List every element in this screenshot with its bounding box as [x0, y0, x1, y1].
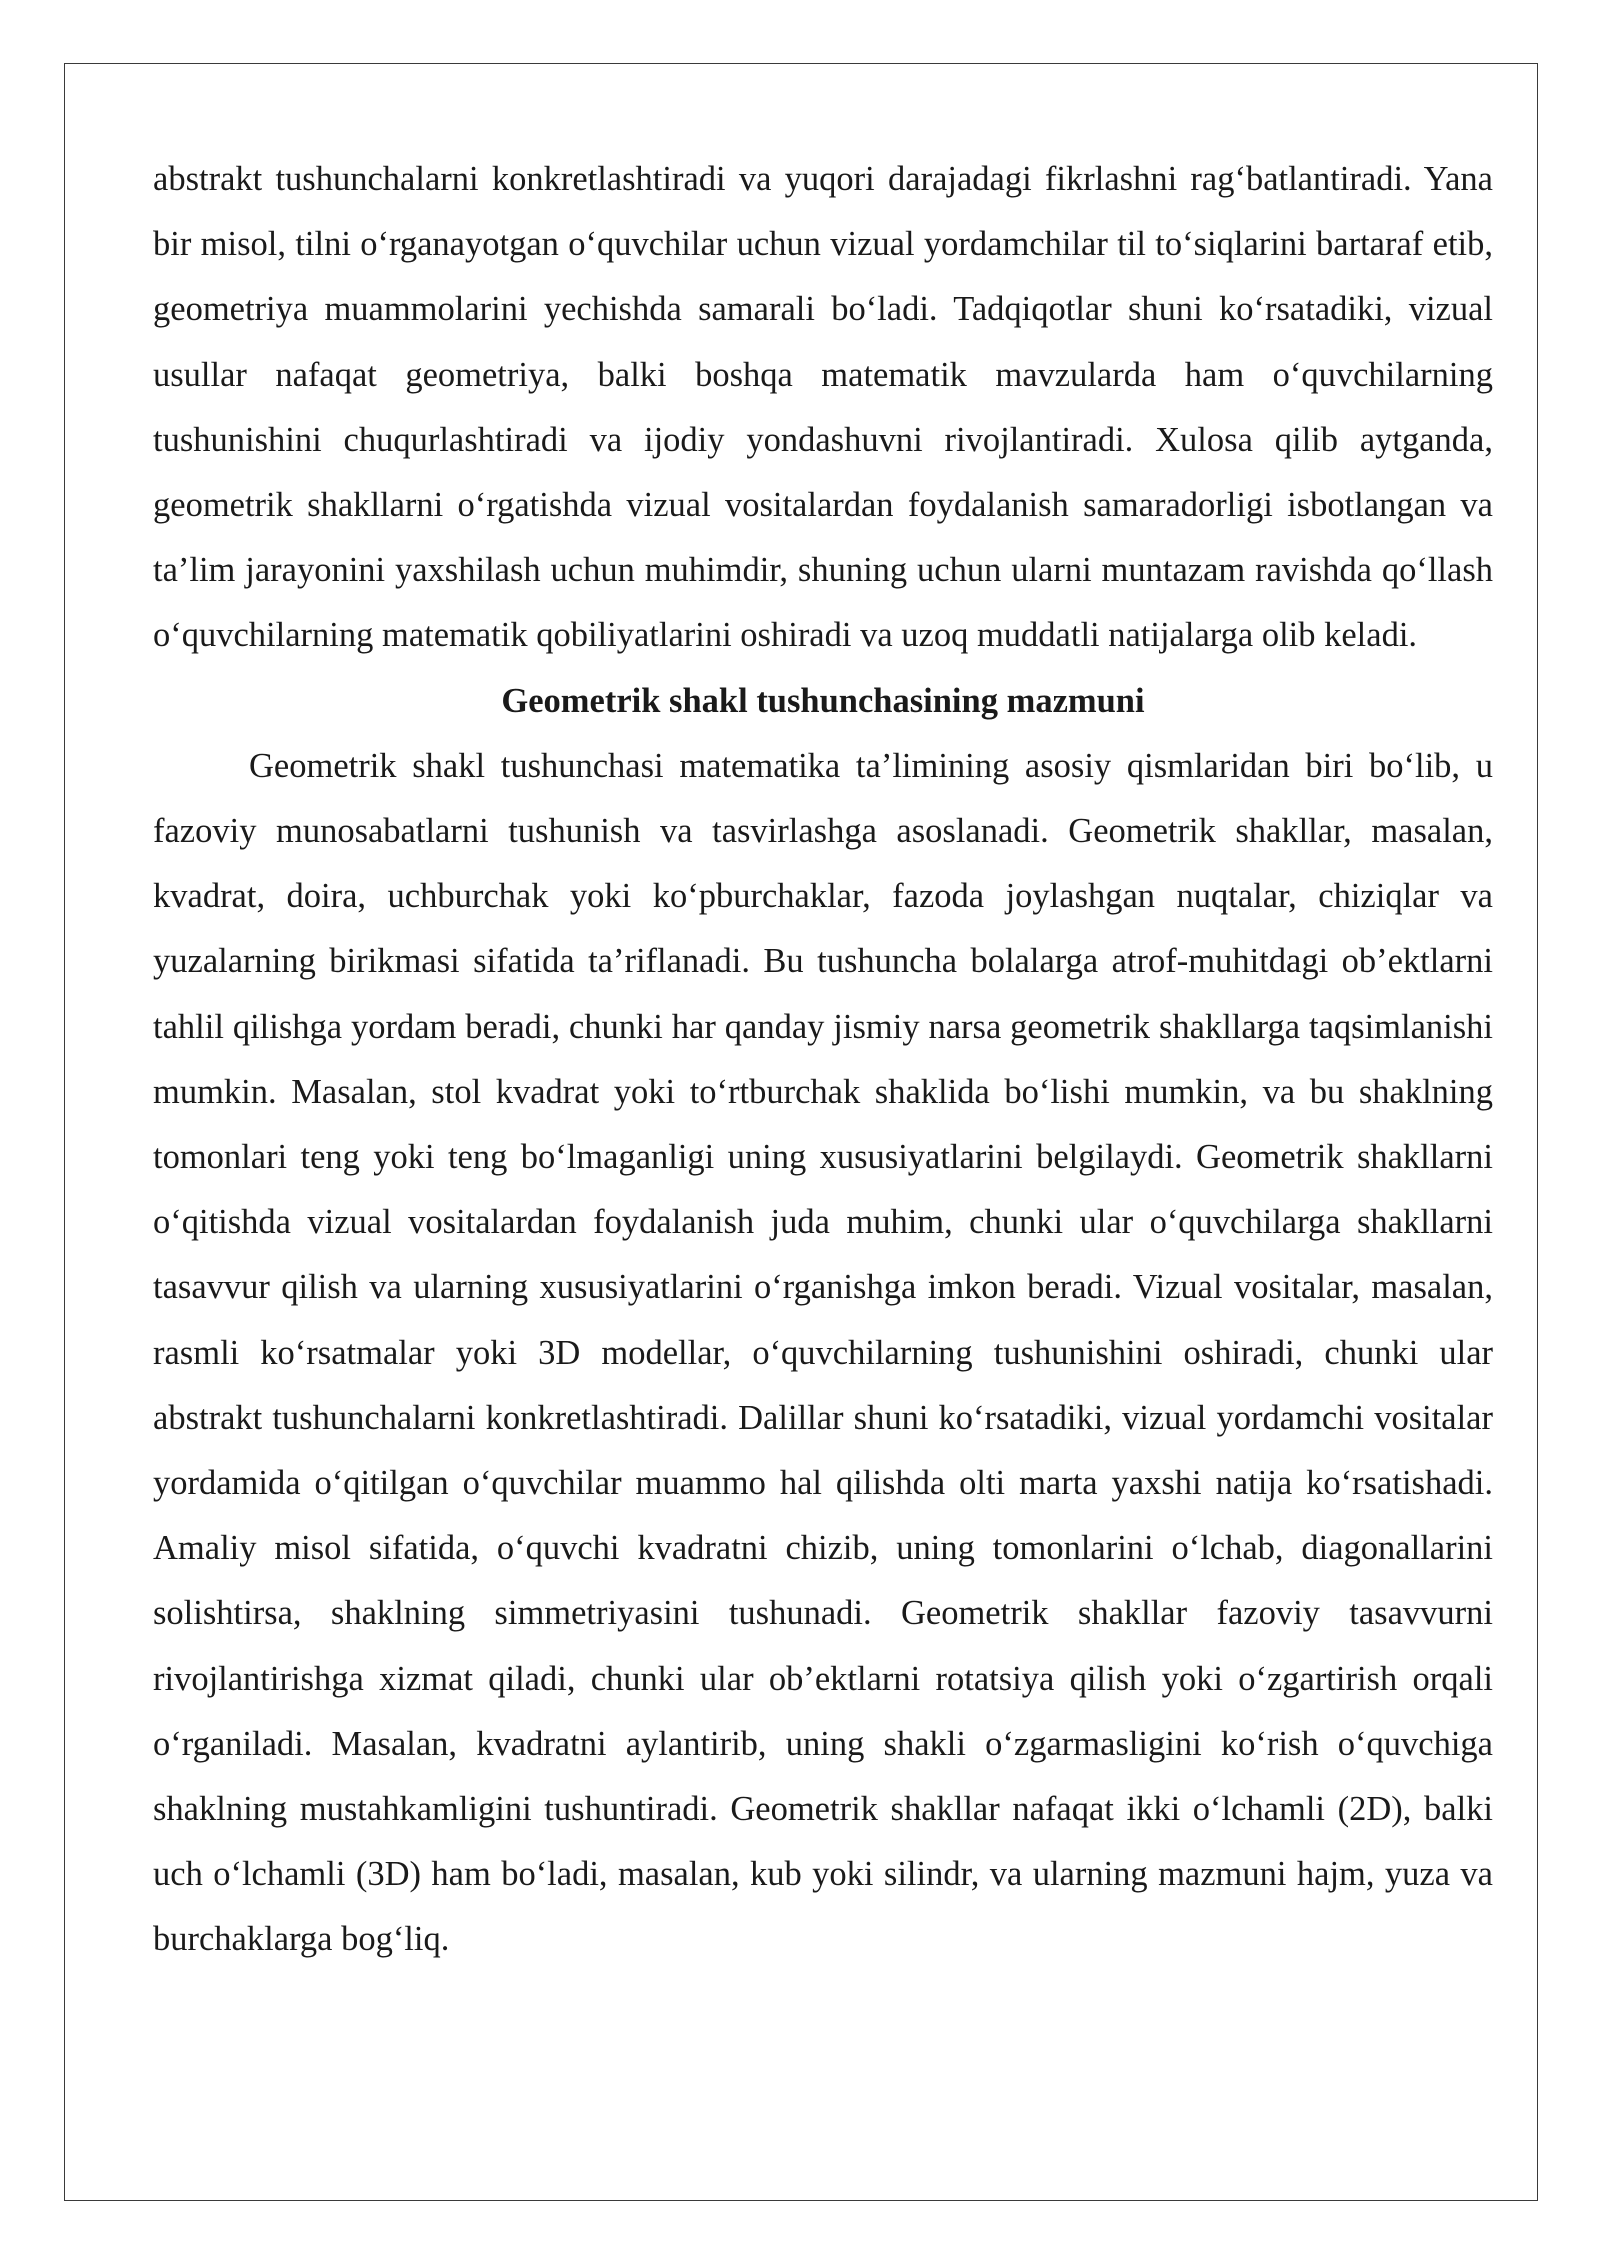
body-paragraph: Geometrik shakl tushunchasi matematika ta’limining asosiy qismlaridan biri bo‘lib, u fazoviy munosabatlarni tushunish va tasvirlashga asoslanadi. Geometrik shakllar, masalan, kvadrat, doira, uchburchak yoki ko‘pburchaklar, fazoda joylashgan nuqtalar, chiziqlar va yuzalarning birikmasi sifatida ta’riflanadi. Bu tushuncha bolalarga atrof-muhitdagi ob’ektlarni tahlil qilishga yordam beradi, chunki har qanday jismiy narsa geometrik shakllarga taqsimlanishi mumkin. Masalan, stol kvadrat yoki to‘rtburchak shaklida bo‘lishi mumkin, va bu shaklning tomonlari teng yoki teng bo‘lmaganligi uning xususiyatlarini belgilaydi. Geometrik shakllarni o‘qitishda vizual vositalardan foydalanish juda muhim, chunki ular o‘quvchilarga shakllarni tasavvur qilish va ularning xususiyatlarini o‘rganishga imkon beradi. Vizual vositalar, masalan, rasmli ko‘rsatmalar yoki 3D modellar, o‘quvchilarning tushunishini oshiradi, chunki ular abstrakt tushunchalarni konkretlashtiradi. Dalillar shuni ko‘rsatadiki, vizual yordamchi vositalar yordamida o‘qitilgan o‘quvchilar muammo hal qilishda olti marta yaxshi natija ko‘rsatishadi. Amaliy misol sifatida, o‘quvchi kvadratni chizib, uning tomonlarini o‘lchab, diagonallarini solishtirsa, shaklning simmetriyasini tushunadi. Geometrik shakllar fazoviy tasavvurni rivojlantirishga xizmat qiladi, chunki ular ob’ektlarni rotatsiya qilish yoki o‘zgartirish orqali o‘rganiladi. Masalan, kvadratni aylantirib, uning shakli o‘zgarmasligini ko‘rish o‘quvchiga shaklning mustahkamligini tushuntiradi. Geometrik shakllar nafaqat ikki o‘lchamli (2D), balki uch o‘lchamli (3D) ham bo‘ladi, masalan, kub yoki silindr, va ularning mazmuni hajm, yuza va burchaklarga bog‘liq. [153, 746, 1493, 1959]
section-heading: Geometrik shakl tushunchasining mazmuni [501, 681, 1145, 720]
document-body [153, 147, 1493, 1973]
body-paragraph: abstrakt tushunchalarni konkretlashtiradi va yuqori darajadagi fikrlashni rag‘batlantiradi. Yana bir misol, tilni o‘rganayotgan o‘quvchilar uchun vizual yordamchilar til to‘siqlarini bartaraf etib, geometriya muammolarini yechishda samarali bo‘ladi. Tadqiqotlar shuni ko‘rsatadiki, vizual usullar nafaqat geometriya, balki boshqa matematik mavzularda ham o‘quvchilarning tushunishini chuqurlashtiradi va ijodiy yondashuvni rivojlantiradi. Xulosa qilib aytganda, geometrik shakllarni o‘rgatishda vizual vositalardan foydalanish samaradorligi isbotlangan va ta’lim jarayonini yaxshilash uchun muhimdir, shuning uchun ularni muntazam ravishda qo‘llash o‘quvchilarning matematik qobiliyatlarini oshiradi va uzoq muddatli natijalarga olib keladi. [153, 160, 1493, 655]
